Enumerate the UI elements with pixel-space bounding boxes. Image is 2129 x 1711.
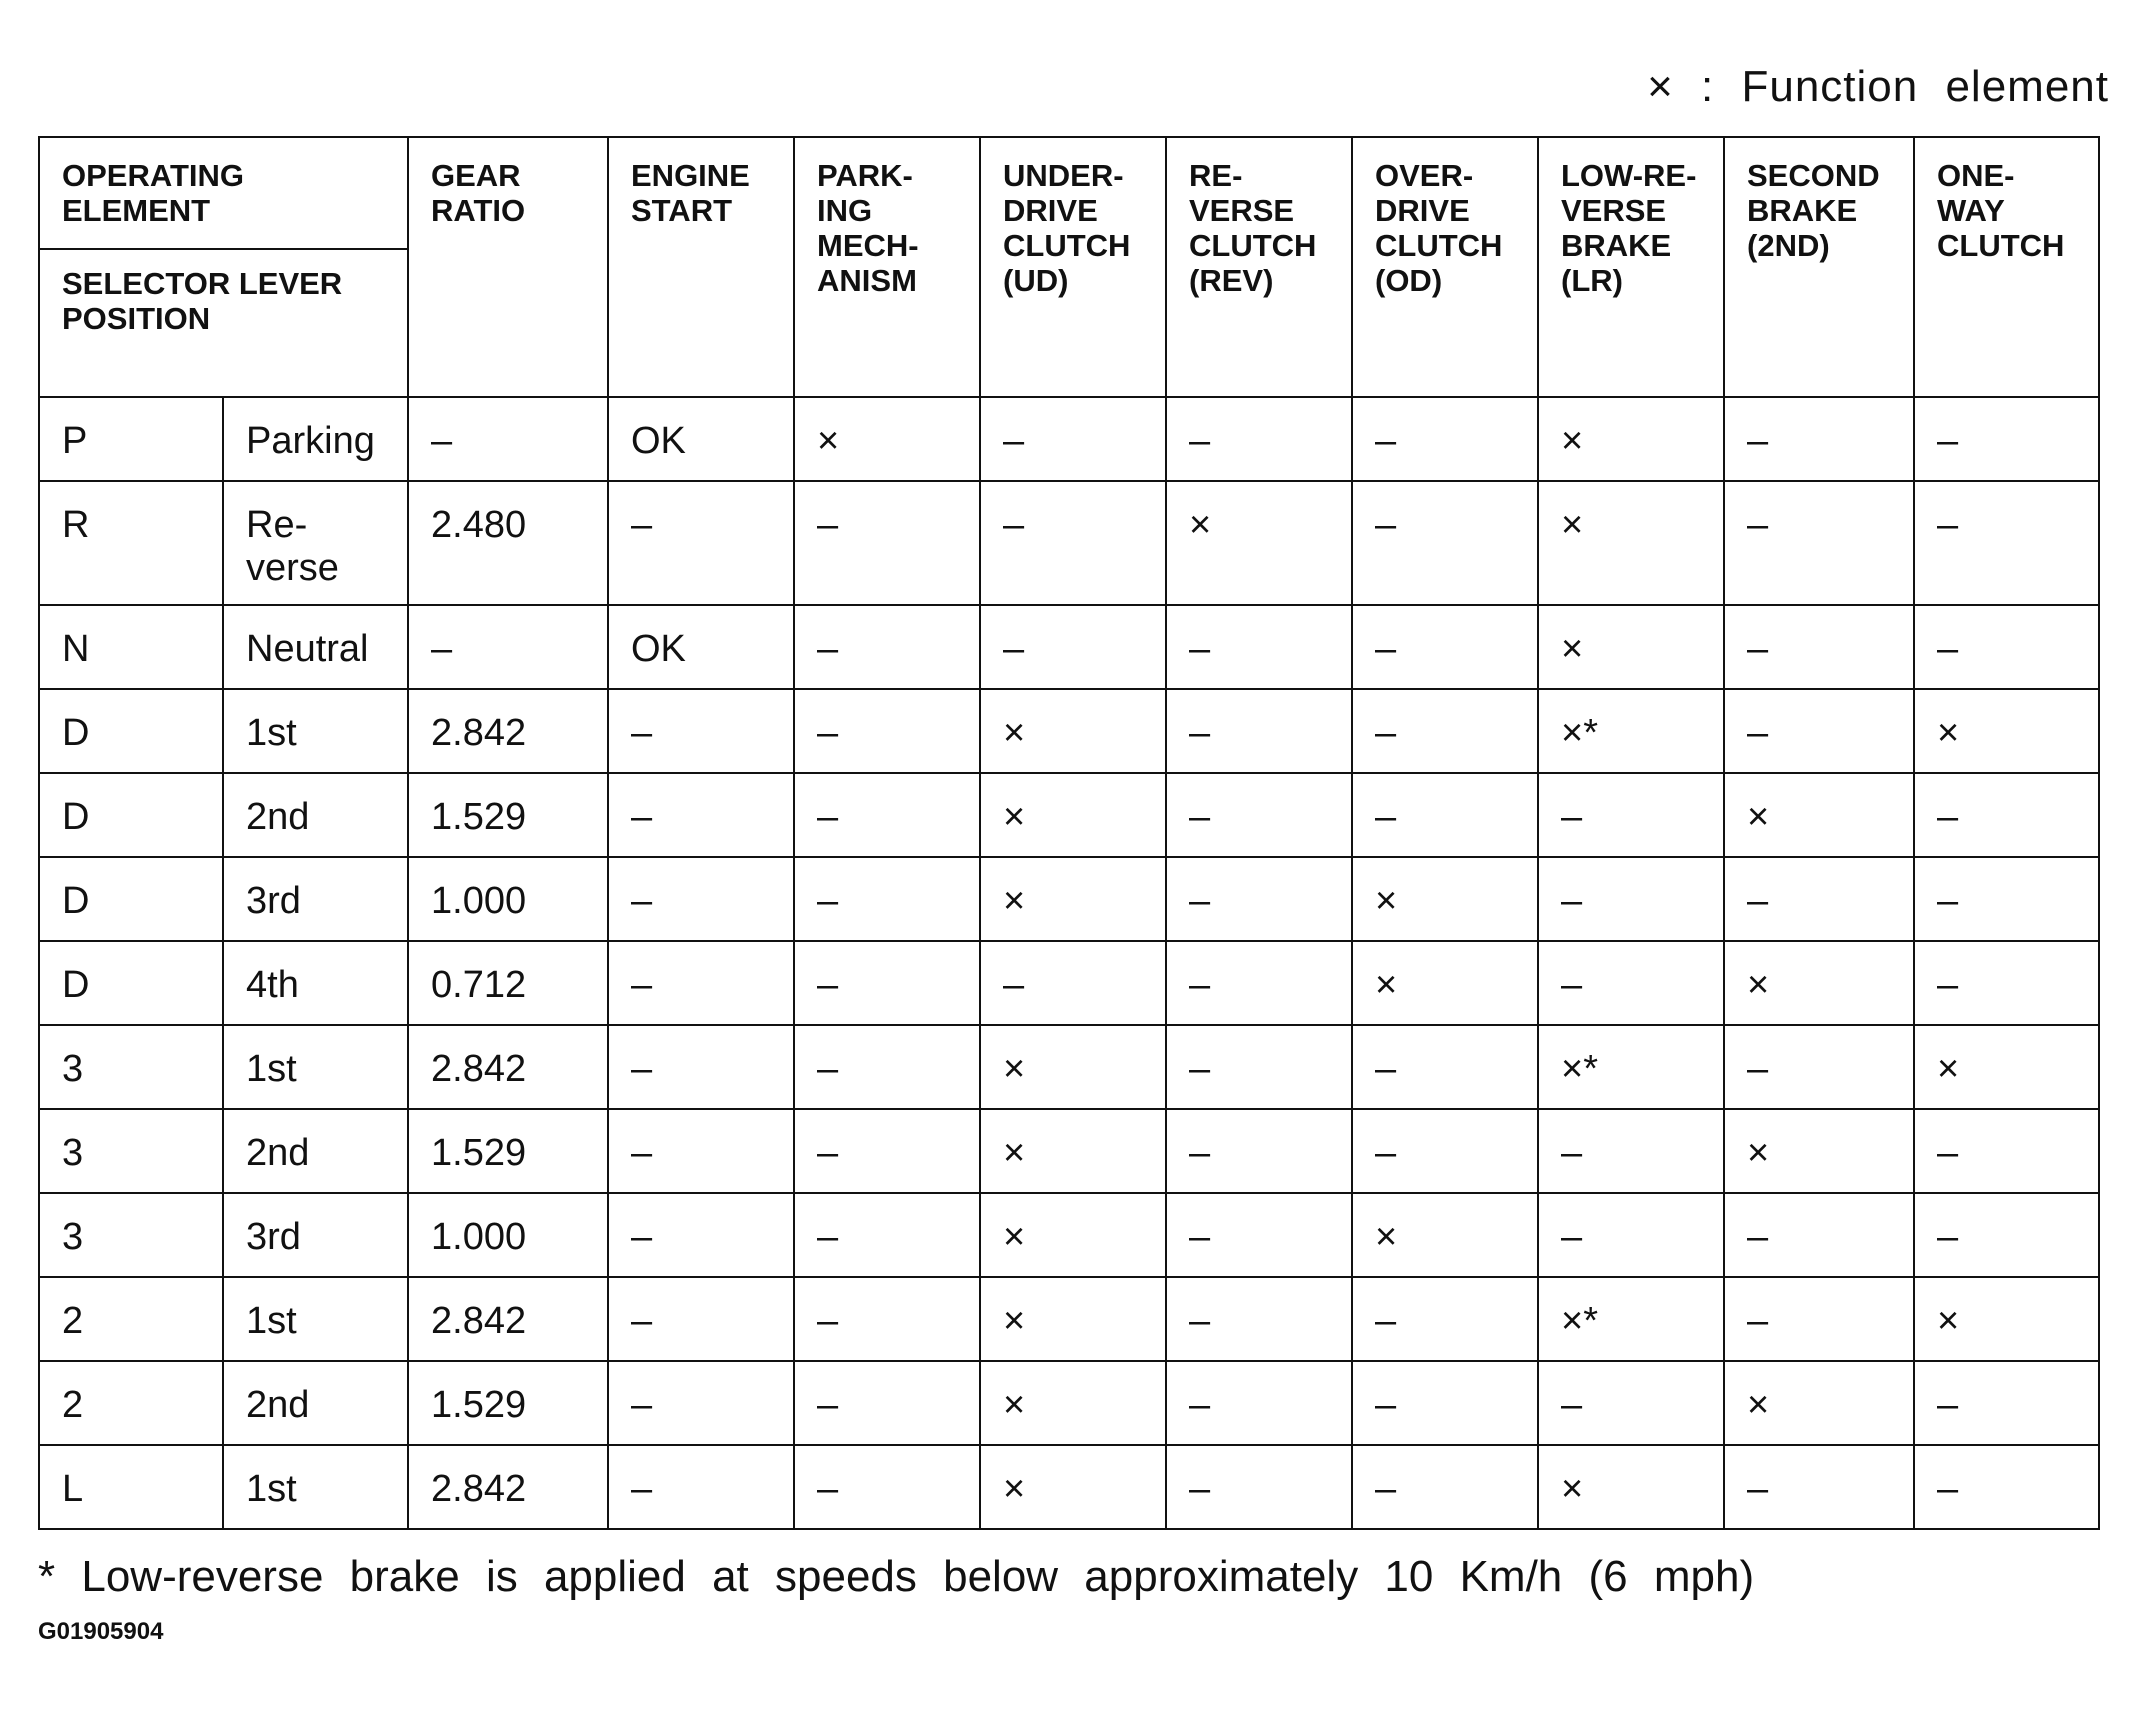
element-status-cell: – xyxy=(1166,1193,1352,1277)
element-status-cell: – xyxy=(1724,1445,1914,1529)
selector-position-cell: R xyxy=(39,481,223,605)
element-status-cell: – xyxy=(1914,481,2099,605)
element-status-cell: × xyxy=(1538,481,1724,605)
element-status-cell: – xyxy=(1166,1361,1352,1445)
element-status-cell: × xyxy=(980,1193,1166,1277)
element-status-cell: – xyxy=(1538,1109,1724,1193)
table-row xyxy=(39,397,2099,481)
element-status-cell: – xyxy=(1914,857,2099,941)
selector-position-cell: 3 xyxy=(39,1193,223,1277)
element-status-cell: OK xyxy=(608,605,794,689)
gear-ratio-cell: – xyxy=(408,397,608,481)
element-status-cell: × xyxy=(980,857,1166,941)
table-row xyxy=(39,481,2099,605)
element-status-cell: – xyxy=(1166,1277,1352,1361)
element-status-cell: × xyxy=(980,1025,1166,1109)
selector-position-cell: 3 xyxy=(39,1109,223,1193)
header-one-way-clutch: ONE- WAY CLUTCH xyxy=(1914,137,2099,397)
table-row xyxy=(39,1193,2099,1277)
element-status-cell: – xyxy=(1914,773,2099,857)
element-status-cell: × xyxy=(1538,397,1724,481)
element-status-cell: OK xyxy=(608,397,794,481)
element-status-cell: – xyxy=(608,1025,794,1109)
element-status-cell: × xyxy=(1352,1193,1538,1277)
element-status-cell: – xyxy=(608,941,794,1025)
element-status-cell: × xyxy=(980,689,1166,773)
element-status-cell: – xyxy=(980,605,1166,689)
element-status-cell: – xyxy=(1352,1361,1538,1445)
element-status-cell: – xyxy=(1724,1277,1914,1361)
element-status-cell: × xyxy=(794,397,980,481)
element-status-cell: – xyxy=(608,1193,794,1277)
selector-position-cell: N xyxy=(39,605,223,689)
element-status-cell: – xyxy=(1914,1445,2099,1529)
element-status-cell: × xyxy=(980,1109,1166,1193)
table-row xyxy=(39,1109,2099,1193)
element-status-cell: × xyxy=(1538,605,1724,689)
element-status-cell: – xyxy=(1724,1025,1914,1109)
element-status-cell: – xyxy=(1352,1109,1538,1193)
element-status-cell: – xyxy=(1352,1277,1538,1361)
gear-ratio-cell: – xyxy=(408,605,608,689)
gear-range-cell: 1st xyxy=(223,689,408,773)
element-status-cell: × xyxy=(1914,689,2099,773)
header-parking-mechanism: PARK- ING MECH- ANISM xyxy=(794,137,980,397)
element-status-cell: – xyxy=(1166,397,1352,481)
table-row xyxy=(39,773,2099,857)
element-status-cell: – xyxy=(980,481,1166,605)
legend-function-element: × : Function element xyxy=(1647,62,2109,111)
gear-ratio-cell: 0.712 xyxy=(408,941,608,1025)
gear-range-cell: 2nd xyxy=(223,1361,408,1445)
header-overdrive-clutch: OVER- DRIVE CLUTCH (OD) xyxy=(1352,137,1538,397)
gear-ratio-cell: 2.842 xyxy=(408,689,608,773)
selector-position-cell: P xyxy=(39,397,223,481)
footnote: * Low-reverse brake is applied at speeds below approximately 10 Km/h (6 mph) xyxy=(38,1552,1755,1601)
element-status-cell: – xyxy=(608,1277,794,1361)
gear-ratio-cell: 2.842 xyxy=(408,1277,608,1361)
gear-range-cell: 1st xyxy=(223,1277,408,1361)
table-row xyxy=(39,1361,2099,1445)
element-status-cell: – xyxy=(1914,605,2099,689)
selector-position-cell: D xyxy=(39,773,223,857)
element-status-cell: – xyxy=(1166,605,1352,689)
element-status-cell: – xyxy=(1352,689,1538,773)
element-status-cell: – xyxy=(794,1025,980,1109)
element-status-cell: × xyxy=(980,773,1166,857)
element-status-cell: × xyxy=(1724,941,1914,1025)
element-status-cell: ×* xyxy=(1538,689,1724,773)
element-status-cell: – xyxy=(1352,481,1538,605)
element-status-cell: – xyxy=(1724,689,1914,773)
element-status-cell: – xyxy=(1166,689,1352,773)
element-status-cell: – xyxy=(1352,1025,1538,1109)
element-status-cell: – xyxy=(608,481,794,605)
element-status-cell: – xyxy=(1724,857,1914,941)
element-status-cell: – xyxy=(794,1193,980,1277)
element-status-cell: – xyxy=(1166,1445,1352,1529)
element-status-cell: – xyxy=(794,941,980,1025)
element-status-cell: – xyxy=(1166,773,1352,857)
element-status-cell: – xyxy=(1914,397,2099,481)
gear-ratio-cell: 2.842 xyxy=(408,1025,608,1109)
element-status-cell: – xyxy=(1538,1193,1724,1277)
element-status-cell: – xyxy=(608,1445,794,1529)
selector-position-cell: L xyxy=(39,1445,223,1529)
element-status-cell: – xyxy=(794,1109,980,1193)
gear-ratio-cell: 1.529 xyxy=(408,773,608,857)
element-status-cell: – xyxy=(1538,1361,1724,1445)
gear-ratio-cell: 2.480 xyxy=(408,481,608,605)
gear-range-cell: 2nd xyxy=(223,773,408,857)
gear-range-cell: 1st xyxy=(223,1445,408,1529)
element-status-cell: – xyxy=(608,1361,794,1445)
element-status-cell: × xyxy=(1538,1445,1724,1529)
element-status-cell: – xyxy=(1352,397,1538,481)
gear-range-cell: 3rd xyxy=(223,1193,408,1277)
element-status-cell: – xyxy=(1914,941,2099,1025)
element-status-cell: × xyxy=(980,1445,1166,1529)
element-status-cell: – xyxy=(980,397,1166,481)
element-status-cell: – xyxy=(1166,941,1352,1025)
gear-range-cell: Neutral xyxy=(223,605,408,689)
element-status-cell: × xyxy=(1352,941,1538,1025)
table-row xyxy=(39,1025,2099,1109)
element-status-cell: – xyxy=(1914,1361,2099,1445)
element-status-cell: × xyxy=(980,1277,1166,1361)
header-engine-start: ENGINE START xyxy=(608,137,794,397)
operating-element-table xyxy=(38,136,2100,1530)
element-status-cell: – xyxy=(980,941,1166,1025)
element-status-cell: – xyxy=(1166,1109,1352,1193)
selector-position-cell: 2 xyxy=(39,1277,223,1361)
element-status-cell: – xyxy=(608,1109,794,1193)
gear-ratio-cell: 1.000 xyxy=(408,857,608,941)
table-row xyxy=(39,605,2099,689)
element-status-cell: × xyxy=(980,1361,1166,1445)
element-status-cell: – xyxy=(794,1445,980,1529)
element-status-cell: × xyxy=(1166,481,1352,605)
element-status-cell: – xyxy=(794,857,980,941)
selector-position-cell: 3 xyxy=(39,1025,223,1109)
gear-range-cell: 4th xyxy=(223,941,408,1025)
gear-range-cell: 2nd xyxy=(223,1109,408,1193)
element-status-cell: – xyxy=(1538,857,1724,941)
element-status-cell: – xyxy=(1724,605,1914,689)
gear-ratio-cell: 1.529 xyxy=(408,1361,608,1445)
element-status-cell: × xyxy=(1352,857,1538,941)
element-status-cell: – xyxy=(1166,857,1352,941)
gear-ratio-cell: 2.842 xyxy=(408,1445,608,1529)
element-status-cell: × xyxy=(1724,1109,1914,1193)
table-row xyxy=(39,857,2099,941)
header-gear-ratio: GEAR RATIO xyxy=(408,137,608,397)
element-status-cell: – xyxy=(1724,397,1914,481)
element-status-cell: – xyxy=(794,1277,980,1361)
gear-range-cell: 1st xyxy=(223,1025,408,1109)
table-row xyxy=(39,941,2099,1025)
table-row xyxy=(39,689,2099,773)
element-status-cell: – xyxy=(1352,605,1538,689)
element-status-cell: – xyxy=(1352,773,1538,857)
gear-ratio-cell: 1.000 xyxy=(408,1193,608,1277)
selector-position-cell: D xyxy=(39,857,223,941)
element-status-cell: – xyxy=(794,605,980,689)
header-reverse-clutch: RE- VERSE CLUTCH (REV) xyxy=(1166,137,1352,397)
header-underdrive-clutch: UNDER- DRIVE CLUTCH (UD) xyxy=(980,137,1166,397)
gear-range-cell: 3rd xyxy=(223,857,408,941)
header-operating-element: OPERATING ELEMENT xyxy=(39,137,408,249)
element-status-cell: – xyxy=(1352,1445,1538,1529)
gear-range-cell: Re- verse xyxy=(223,481,408,605)
element-status-cell: – xyxy=(1166,1025,1352,1109)
gear-range-cell: Parking xyxy=(223,397,408,481)
element-status-cell: ×* xyxy=(1538,1025,1724,1109)
element-status-cell: – xyxy=(794,773,980,857)
table-row xyxy=(39,1445,2099,1529)
element-status-cell: – xyxy=(608,689,794,773)
element-status-cell: – xyxy=(794,689,980,773)
element-status-cell: – xyxy=(794,481,980,605)
element-status-cell: – xyxy=(1724,1193,1914,1277)
element-status-cell: – xyxy=(794,1361,980,1445)
gear-ratio-cell: 1.529 xyxy=(408,1109,608,1193)
element-status-cell: – xyxy=(608,857,794,941)
element-status-cell: × xyxy=(1724,1361,1914,1445)
element-status-cell: × xyxy=(1724,773,1914,857)
element-status-cell: – xyxy=(1914,1193,2099,1277)
header-selector-lever-position: SELECTOR LEVER POSITION xyxy=(39,249,408,397)
header-low-reverse-brake: LOW-RE- VERSE BRAKE (LR) xyxy=(1538,137,1724,397)
table-row xyxy=(39,1277,2099,1361)
element-status-cell: × xyxy=(1914,1277,2099,1361)
element-status-cell: × xyxy=(1914,1025,2099,1109)
figure-code: G01905904 xyxy=(38,1618,164,1645)
selector-position-cell: 2 xyxy=(39,1361,223,1445)
element-status-cell: – xyxy=(1538,941,1724,1025)
element-status-cell: ×* xyxy=(1538,1277,1724,1361)
element-status-cell: – xyxy=(1914,1109,2099,1193)
selector-position-cell: D xyxy=(39,689,223,773)
element-status-cell: – xyxy=(608,773,794,857)
selector-position-cell: D xyxy=(39,941,223,1025)
header-second-brake: SECOND BRAKE (2ND) xyxy=(1724,137,1914,397)
element-status-cell: – xyxy=(1724,481,1914,605)
element-status-cell: – xyxy=(1538,773,1724,857)
